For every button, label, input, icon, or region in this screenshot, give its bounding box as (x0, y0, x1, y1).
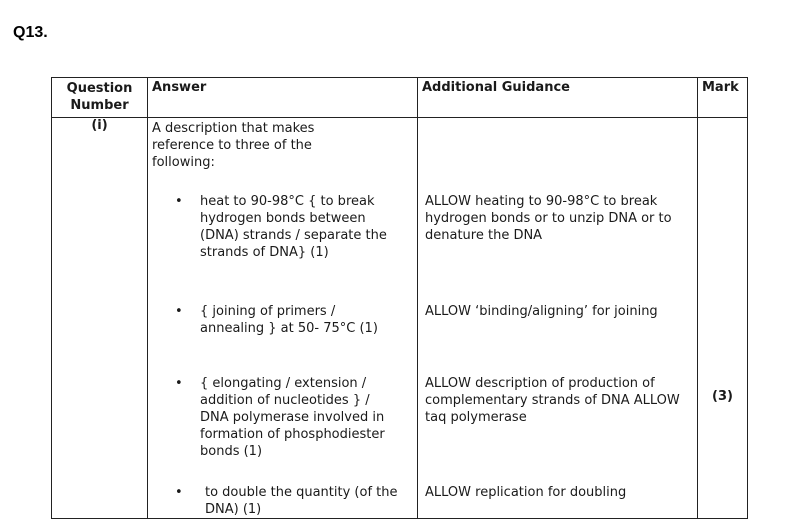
header-guidance: Additional Guidance (418, 78, 698, 118)
answer-point-2: { joining of primers / annealing } at 50- 75°C (1) (200, 304, 378, 336)
answer-cell (148, 118, 418, 519)
guidance-point-4: ALLOW replication for doubling (425, 485, 627, 500)
header-answer: Answer (148, 78, 418, 118)
answer-point-1: heat to 90-98°C { to break hydrogen bonds between (DNA) strands / separate the strands of DNA} (1) (200, 194, 387, 260)
mark-cell (698, 118, 748, 519)
answer-point-4: to double the quantity (of the DNA) (1) (205, 485, 398, 517)
bullet-2: • (175, 304, 183, 319)
guidance-point-3: ALLOW description of production of complementary strands of DNA ALLOW taq polymerase (425, 376, 680, 425)
answer-row (52, 118, 748, 519)
mark-scheme-table (51, 77, 748, 519)
question-title: Q13. (13, 24, 48, 41)
answer-point-3: { elongating / extension / addition of nucleotides } / DNA polymerase involved in formation of phosphodiester bonds (1) (200, 376, 385, 459)
mark-value: (3) (712, 389, 733, 404)
question-number-cell (52, 118, 148, 519)
guidance-point-2: ALLOW ‘binding/aligning’ for joining (425, 304, 658, 319)
guidance-cell (418, 118, 698, 519)
header-mark: Mark (698, 78, 748, 118)
answer-intro: A description that makes reference to three of the following: (152, 121, 315, 170)
bullet-4: • (175, 485, 183, 500)
bullet-3: • (175, 376, 183, 391)
bullet-1: • (175, 194, 183, 209)
question-number: (i) (91, 118, 108, 133)
guidance-point-1: ALLOW heating to 90-98°C to break hydrogen bonds or to unzip DNA or to denature the DNA (425, 194, 672, 243)
header-row (52, 78, 748, 118)
header-question-number: Question Number (52, 78, 148, 118)
